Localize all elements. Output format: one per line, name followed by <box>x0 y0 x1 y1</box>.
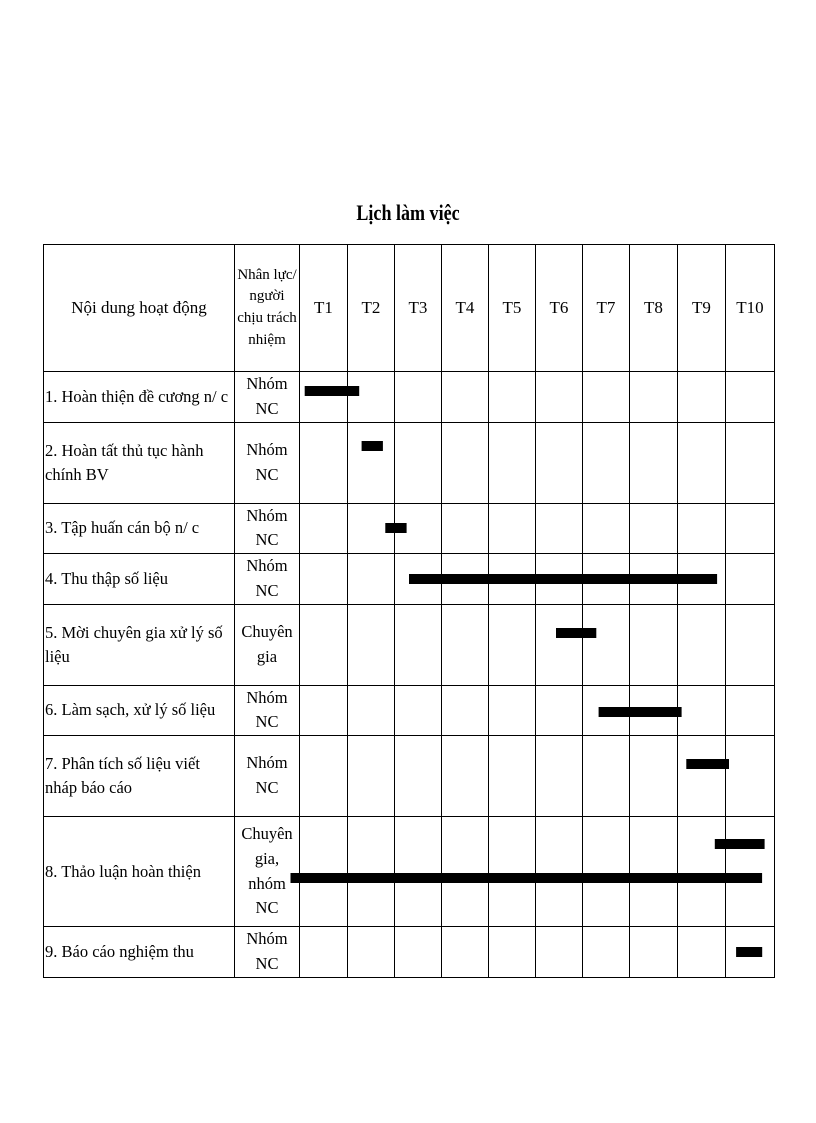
table-row <box>44 422 775 503</box>
staff-cell: Chuyên gia <box>235 604 300 685</box>
month-header: T7 <box>583 245 630 372</box>
month-header: T1 <box>300 245 348 372</box>
month-header: T6 <box>536 245 583 372</box>
table-row <box>44 554 775 605</box>
schedule-table <box>43 244 774 973</box>
activity-cell: 4. Thu thập số liệu <box>44 554 235 605</box>
staff-cell: Nhóm NC <box>235 685 300 736</box>
staff-cell: Nhóm NC <box>235 422 300 503</box>
activity-cell: 1. Hoàn thiện đề cương n/ c <box>44 372 235 423</box>
activity-cell: 6. Làm sạch, xử lý số liệu <box>44 685 235 736</box>
page-title: Lịch làm việc <box>356 200 460 225</box>
table-row <box>44 927 775 978</box>
table-row <box>44 604 775 685</box>
month-header: T8 <box>630 245 678 372</box>
activity-cell: 8. Thảo luận hoàn thiện <box>44 817 235 927</box>
table-row <box>44 503 775 554</box>
table-row <box>44 736 775 817</box>
header-row <box>44 245 775 372</box>
month-header: T9 <box>678 245 726 372</box>
activity-cell: 7. Phân tích số liệu viết nháp báo cáo <box>44 736 235 817</box>
month-header: T3 <box>395 245 442 372</box>
month-header: T4 <box>442 245 489 372</box>
table-row <box>44 685 775 736</box>
staff-cell: Nhóm NC <box>235 736 300 817</box>
table-row <box>44 817 775 927</box>
staff-cell: Nhóm NC <box>235 927 300 978</box>
table-row <box>44 372 775 423</box>
staff-cell: Nhóm NC <box>235 372 300 423</box>
activity-cell: 2. Hoàn tất thủ tục hành chính BV <box>44 422 235 503</box>
staff-cell: Nhóm NC <box>235 554 300 605</box>
staff-cell: Chuyên gia, nhóm NC <box>235 817 300 927</box>
staff-column-header: Nhân lực/ người chịu trách nhiệm <box>235 245 300 372</box>
month-header: T5 <box>489 245 536 372</box>
activity-cell: 5. Mời chuyên gia xử lý số liệu <box>44 604 235 685</box>
staff-cell: Nhóm NC <box>235 503 300 554</box>
month-header: T10 <box>726 245 775 372</box>
activity-column-header: Nội dung hoạt động <box>44 245 235 372</box>
activity-cell: 9. Báo cáo nghiệm thu <box>44 927 235 978</box>
month-header: T2 <box>348 245 395 372</box>
activity-cell: 3. Tập huấn cán bộ n/ c <box>44 503 235 554</box>
